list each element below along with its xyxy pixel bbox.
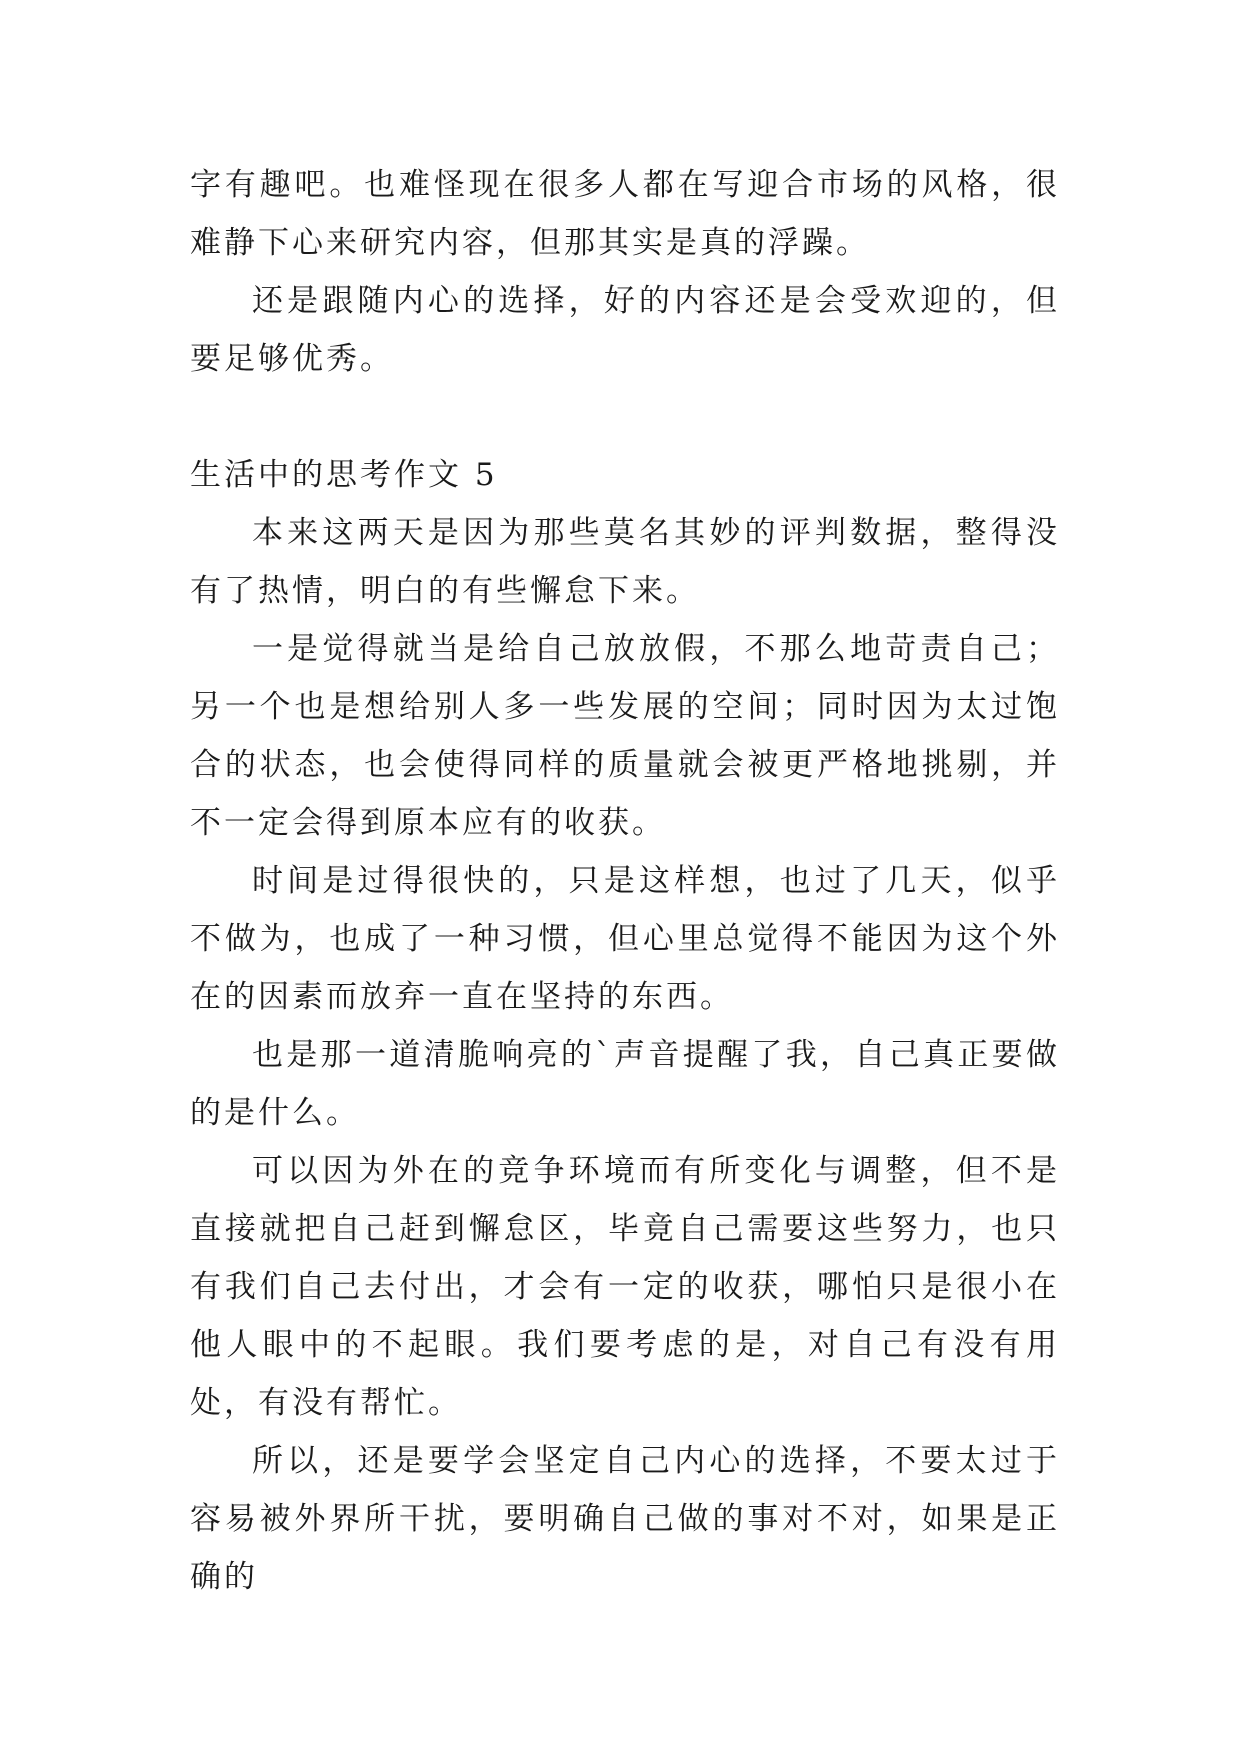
section-heading: 生活中的思考作文 5	[190, 457, 498, 493]
paragraph: 时间是过得很快的，只是这样想，也过了几天，似乎不做为，也成了一种习惯，但心里总觉得不能因为这个外在的因素而放弃一直在坚持的东西。	[190, 863, 1060, 1015]
paragraph: 也是那一道清脆响亮的`声音提醒了我，自己真正要做的是什么。	[190, 1037, 1060, 1131]
paragraph-continued: 字有趣吧。也难怪现在很多人都在写迎合市场的风格，很难静下心来研究内容，但那其实是真的浮躁。	[190, 167, 1060, 261]
paragraph: 所以，还是要学会坚定自己内心的选择，不要太过于容易被外界所干扰，要明确自己做的事对不对，如果是正确的	[190, 1443, 1060, 1595]
paragraph: 一是觉得就当是给自己放放假，不那么地苛责自己；另一个也是想给别人多一些发展的空间；同时因为太过饱合的状态，也会使得同样的质量就会被更严格地挑剔，并不一定会得到原本应有的收获。	[190, 631, 1060, 841]
paragraph: 还是跟随内心的选择，好的内容还是会受欢迎的，但要足够优秀。	[190, 283, 1060, 377]
paragraph: 可以因为外在的竞争环境而有所变化与调整，但不是直接就把自己赶到懈怠区，毕竟自己需要这些努力，也只有我们自己去付出，才会有一定的收获，哪怕只是很小在他人眼中的不起眼。我们要考虑的是，对自己有没有用处，有没有帮忙。	[190, 1153, 1060, 1421]
document-page	[190, 156, 1060, 1606]
paragraph: 本来这两天是因为那些莫名其妙的评判数据，整得没有了热情，明白的有些懈怠下来。	[190, 515, 1060, 609]
